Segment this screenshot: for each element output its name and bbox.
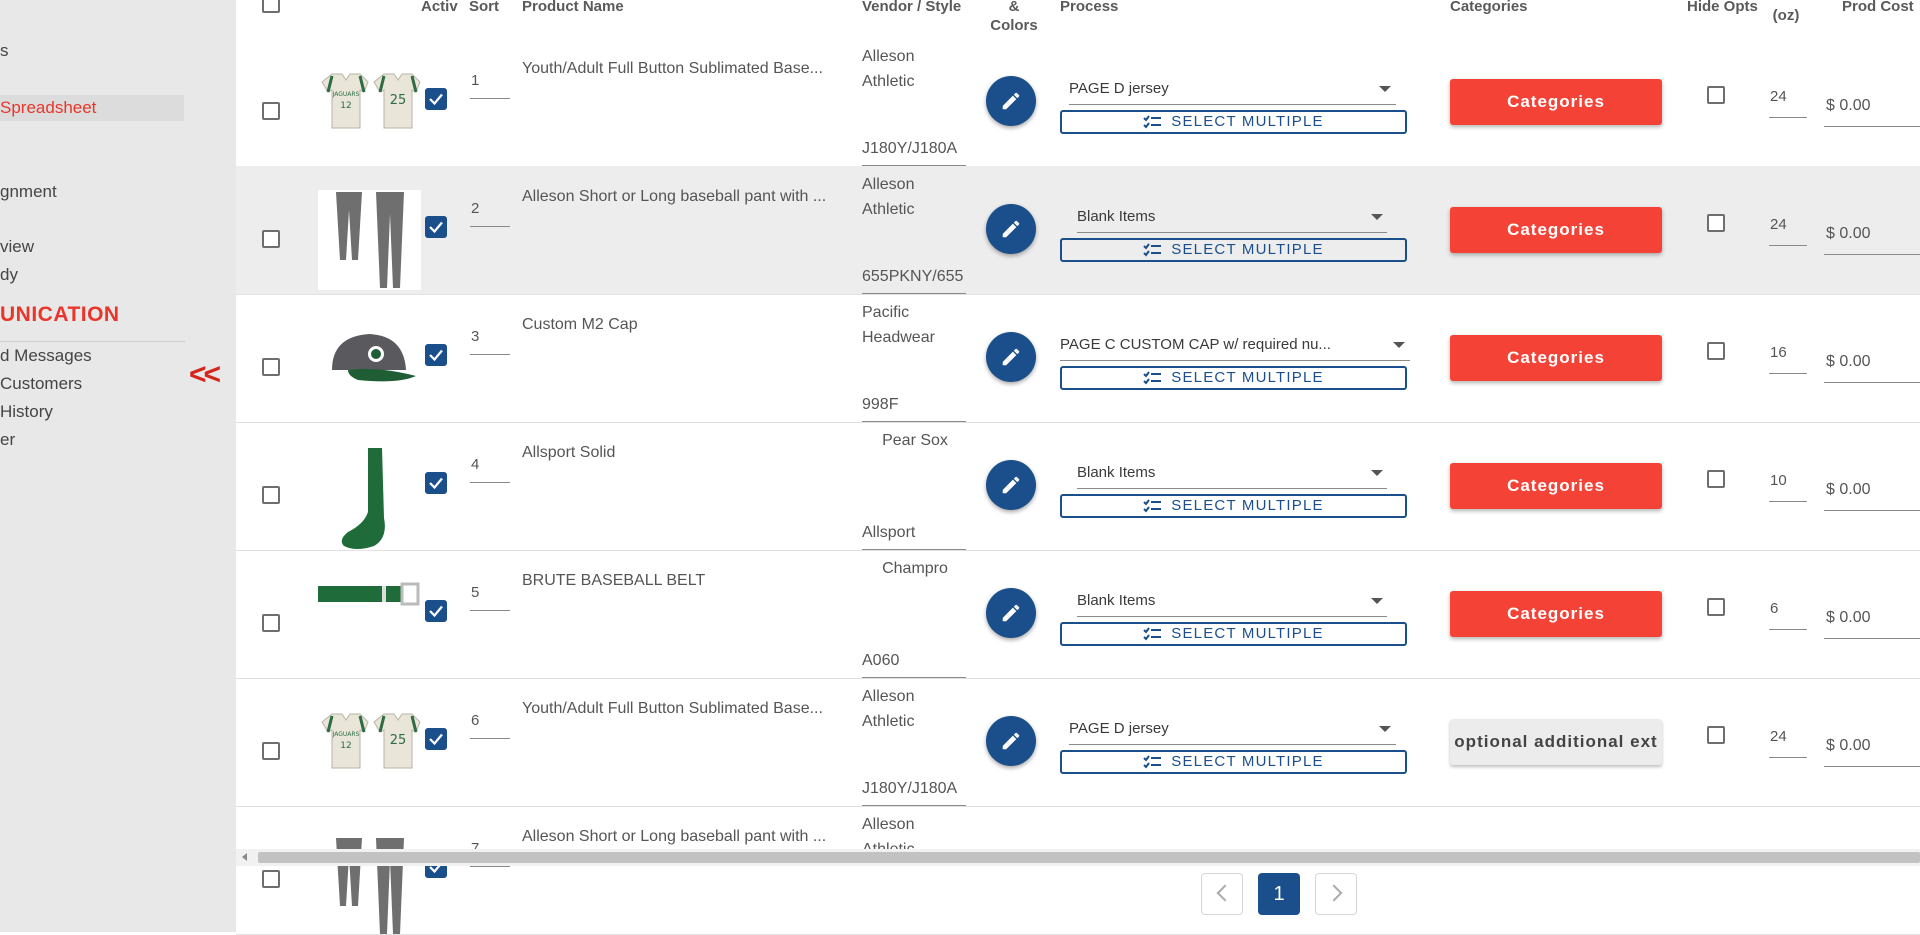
dropdown-arrow-icon[interactable] xyxy=(1371,470,1383,476)
process-underline xyxy=(1077,232,1387,233)
sidebar-item-spreadsheet[interactable]: Spreadsheet xyxy=(0,95,184,121)
sort-underline xyxy=(470,226,510,227)
edit-colors-button[interactable] xyxy=(986,204,1036,254)
header-sort: Sort xyxy=(469,0,499,15)
active-checkbox[interactable] xyxy=(425,728,447,750)
product-name[interactable]: Custom M2 Cap xyxy=(522,316,638,333)
sort-value[interactable]: 5 xyxy=(471,584,480,601)
product-thumbnail xyxy=(318,702,421,784)
edit-colors-button[interactable] xyxy=(986,716,1036,766)
select-multiple-button[interactable] xyxy=(1060,366,1407,390)
process-underline xyxy=(1077,616,1387,617)
dropdown-arrow-icon[interactable] xyxy=(1393,342,1405,348)
horizontal-scrollbar[interactable] xyxy=(236,849,1920,866)
process-select[interactable]: Blank Items xyxy=(1077,592,1156,609)
process-select[interactable]: PAGE D jersey xyxy=(1069,80,1169,97)
process-underline xyxy=(1060,360,1410,361)
sidebar-item-assignment[interactable]: gnment xyxy=(0,182,57,201)
chevron-right-icon xyxy=(1326,885,1343,902)
table-row[interactable] xyxy=(236,678,1920,807)
prod-cost-value[interactable]: $ 0.00 xyxy=(1826,97,1871,114)
sidebar-item-messages[interactable]: d Messages xyxy=(0,346,92,365)
vendor-name[interactable]: Pear Sox xyxy=(882,432,948,449)
active-checkbox[interactable] xyxy=(425,88,447,110)
dropdown-arrow-icon[interactable] xyxy=(1371,598,1383,604)
sidebar-divider xyxy=(0,341,185,342)
select-multiple-button[interactable] xyxy=(1060,494,1407,518)
weight-value[interactable]: 24 xyxy=(1770,216,1787,233)
prod-cost-value[interactable]: $ 0.00 xyxy=(1826,737,1871,754)
table-row[interactable] xyxy=(236,806,1920,935)
product-name[interactable]: Alleson Short or Long baseball pant with ... xyxy=(522,188,827,205)
row-select-checkbox[interactable] xyxy=(262,102,280,120)
table-row[interactable] xyxy=(236,38,1920,167)
scrollbar-thumb[interactable] xyxy=(258,852,1920,863)
svg-text:12: 12 xyxy=(340,101,352,111)
weight-underline xyxy=(1769,117,1807,118)
categories-button[interactable]: Categories xyxy=(1450,335,1662,381)
sidebar xyxy=(0,0,236,932)
sort-underline xyxy=(470,610,510,611)
categories-button[interactable]: Categories xyxy=(1450,79,1662,125)
prod-cost-value[interactable]: $ 0.00 xyxy=(1826,609,1871,626)
process-select[interactable]: PAGE C CUSTOM CAP w/ required nu... xyxy=(1060,336,1331,353)
categories-button[interactable]: Categories xyxy=(1450,463,1662,509)
sidebar-item-ready[interactable]: dy xyxy=(0,265,18,284)
sort-value[interactable]: 2 xyxy=(471,200,480,217)
row-select-checkbox[interactable] xyxy=(262,230,280,248)
header-colors: Colors xyxy=(990,17,1038,34)
product-thumbnail xyxy=(318,190,421,272)
weight-value[interactable]: 6 xyxy=(1770,600,1779,617)
weight-underline xyxy=(1769,757,1807,758)
header-vendor-style: Vendor / Style xyxy=(862,0,962,15)
select-multiple-label: SELECT MULTIPLE xyxy=(1171,625,1324,642)
select-multiple-button[interactable] xyxy=(1060,622,1407,646)
process-select[interactable]: PAGE D jersey xyxy=(1069,720,1169,737)
hide-opts-checkbox[interactable] xyxy=(1707,342,1725,360)
weight-value[interactable]: 10 xyxy=(1770,472,1787,489)
table-row[interactable] xyxy=(236,422,1920,551)
checklist-icon xyxy=(1143,753,1171,770)
sort-value[interactable]: 3 xyxy=(471,328,480,345)
sidebar-heading-communication: UNICATION xyxy=(0,303,120,326)
chevron-left-icon xyxy=(1217,885,1234,902)
header-product-name: Product Name xyxy=(522,0,624,15)
categories-button[interactable]: Categories xyxy=(1450,591,1662,637)
select-multiple-label: SELECT MULTIPLE xyxy=(1171,113,1324,130)
weight-value[interactable]: 16 xyxy=(1770,344,1787,361)
prod-cost-value[interactable]: $ 0.00 xyxy=(1826,353,1871,370)
select-multiple-button[interactable] xyxy=(1060,750,1407,774)
select-all-checkbox[interactable] xyxy=(262,0,280,13)
dropdown-arrow-icon[interactable] xyxy=(1371,214,1383,220)
cost-underline xyxy=(1824,126,1920,127)
row-select-checkbox[interactable] xyxy=(262,742,280,760)
checklist-icon xyxy=(1143,625,1171,642)
hide-opts-checkbox[interactable] xyxy=(1707,598,1725,616)
svg-text:25: 25 xyxy=(389,733,407,748)
scroll-left-arrow-icon[interactable] xyxy=(242,853,247,861)
prev-page-button[interactable] xyxy=(1201,873,1243,915)
select-multiple-label: SELECT MULTIPLE xyxy=(1171,241,1324,258)
sort-value[interactable]: 4 xyxy=(471,456,480,473)
sidebar-item-other[interactable]: er xyxy=(0,430,16,449)
vendor-name[interactable]: Pacific Headwear xyxy=(862,304,935,346)
active-checkbox[interactable] xyxy=(425,600,447,622)
vendor-name[interactable]: Alleson Athletic xyxy=(862,176,915,218)
cost-underline xyxy=(1824,254,1920,255)
checklist-icon xyxy=(1143,369,1171,386)
cost-underline xyxy=(1824,766,1920,767)
process-underline xyxy=(1069,104,1396,105)
style-number[interactable]: 655PKNY/655 xyxy=(862,268,964,285)
row-select-checkbox[interactable] xyxy=(262,870,280,888)
svg-text:JAGUARS: JAGUARS xyxy=(332,91,360,98)
sort-underline xyxy=(470,738,510,739)
product-thumbnail xyxy=(318,574,421,656)
style-number[interactable]: Allsport xyxy=(862,524,916,541)
edit-colors-button[interactable] xyxy=(986,76,1036,126)
select-multiple-button[interactable] xyxy=(1060,238,1407,262)
table-row[interactable] xyxy=(236,166,1920,295)
weight-underline xyxy=(1769,245,1807,246)
sidebar-item-history[interactable]: History xyxy=(0,402,53,421)
sort-underline xyxy=(470,482,510,483)
product-thumbnail xyxy=(318,318,421,400)
row-select-checkbox[interactable] xyxy=(262,486,280,504)
svg-text:JAGUARS: JAGUARS xyxy=(332,731,360,738)
page-1-button[interactable]: 1 xyxy=(1258,873,1300,915)
weight-value[interactable]: 24 xyxy=(1770,728,1787,745)
process-select[interactable]: Blank Items xyxy=(1077,208,1156,225)
header-weight: (oz) xyxy=(1772,7,1800,24)
select-multiple-label: SELECT MULTIPLE xyxy=(1171,497,1324,514)
vendor-name[interactable]: Alleson xyxy=(862,816,915,833)
table-row[interactable] xyxy=(236,294,1920,423)
product-thumbnail xyxy=(318,62,421,144)
cost-underline xyxy=(1824,382,1920,383)
header-process: Process xyxy=(1060,0,1119,15)
sort-underline xyxy=(470,98,510,99)
product-name[interactable]: Youth/Adult Full Button Sublimated Base... xyxy=(522,60,823,77)
style-number[interactable]: 998F xyxy=(862,396,899,413)
dropdown-arrow-icon[interactable] xyxy=(1379,86,1391,92)
edit-colors-button[interactable] xyxy=(986,460,1036,510)
row-select-checkbox[interactable] xyxy=(262,358,280,376)
sort-underline xyxy=(470,354,510,355)
product-thumbnail xyxy=(318,446,421,528)
row-select-checkbox[interactable] xyxy=(262,614,280,632)
dropdown-arrow-icon[interactable] xyxy=(1379,726,1391,732)
process-underline xyxy=(1069,744,1396,745)
header-active: Activ xyxy=(421,0,458,15)
product-name[interactable]: Allsport Solid xyxy=(522,444,616,461)
next-page-button[interactable] xyxy=(1315,873,1357,915)
style-number[interactable]: J180Y/J180A xyxy=(862,140,958,157)
style-number[interactable]: A060 xyxy=(862,652,900,669)
process-underline xyxy=(1077,488,1387,489)
style-number[interactable]: J180Y/J180A xyxy=(862,780,958,797)
edit-colors-button[interactable] xyxy=(986,332,1036,382)
active-checkbox[interactable] xyxy=(425,472,447,494)
categories-button[interactable]: optional additional ext xyxy=(1450,719,1662,765)
cost-underline xyxy=(1824,638,1920,639)
weight-underline xyxy=(1769,629,1807,630)
product-name[interactable]: Alleson Short or Long baseball pant with ... xyxy=(522,828,827,845)
sidebar-item-customers[interactable]: Customers xyxy=(0,374,83,393)
weight-underline xyxy=(1769,501,1807,502)
checklist-icon xyxy=(1143,241,1171,258)
weight-underline xyxy=(1769,373,1807,374)
select-multiple-label: SELECT MULTIPLE xyxy=(1171,753,1324,770)
categories-button[interactable]: Categories xyxy=(1450,207,1662,253)
weight-value[interactable]: 24 xyxy=(1770,88,1787,105)
vendor-name[interactable]: Alleson Athletic xyxy=(862,48,915,90)
hide-opts-checkbox[interactable] xyxy=(1707,726,1725,744)
header-categories: Categories xyxy=(1450,0,1528,15)
checklist-icon xyxy=(1143,113,1171,130)
header-prod-cost: Prod Cost xyxy=(1842,0,1914,15)
vendor-name[interactable]: Champro xyxy=(882,560,948,577)
table-row[interactable] xyxy=(236,550,1920,679)
header-hide-opts: Hide Opts xyxy=(1687,0,1758,15)
sort-value[interactable]: 1 xyxy=(471,72,480,89)
svg-text:12: 12 xyxy=(340,741,352,751)
select-multiple-label: SELECT MULTIPLE xyxy=(1171,369,1324,386)
hide-opts-checkbox[interactable] xyxy=(1707,470,1725,488)
hide-opts-checkbox[interactable] xyxy=(1707,214,1725,232)
prod-cost-value[interactable]: $ 0.00 xyxy=(1826,225,1871,242)
vendor-name[interactable]: Alleson Athletic xyxy=(862,688,915,730)
product-name[interactable]: BRUTE BASEBALL BELT xyxy=(522,572,706,589)
active-checkbox[interactable] xyxy=(425,216,447,238)
svg-text:25: 25 xyxy=(389,93,407,108)
edit-colors-button[interactable] xyxy=(986,588,1036,638)
select-multiple-button[interactable] xyxy=(1060,110,1407,134)
product-name[interactable]: Youth/Adult Full Button Sublimated Base... xyxy=(522,700,823,717)
header-colors-amp: & xyxy=(1008,0,1020,15)
sidebar-item-overview[interactable]: view xyxy=(0,237,35,256)
sort-value[interactable]: 6 xyxy=(471,712,480,729)
active-checkbox[interactable] xyxy=(425,344,447,366)
product-spreadsheet xyxy=(236,0,1920,932)
sort-underline xyxy=(470,866,510,867)
cost-underline xyxy=(1824,510,1920,511)
prod-cost-value[interactable]: $ 0.00 xyxy=(1826,481,1871,498)
process-select[interactable]: Blank Items xyxy=(1077,464,1156,481)
checklist-icon xyxy=(1143,497,1171,514)
hide-opts-checkbox[interactable] xyxy=(1707,86,1725,104)
sidebar-item-partial[interactable]: s xyxy=(0,41,9,60)
collapse-sidebar-button[interactable]: << xyxy=(189,358,219,391)
